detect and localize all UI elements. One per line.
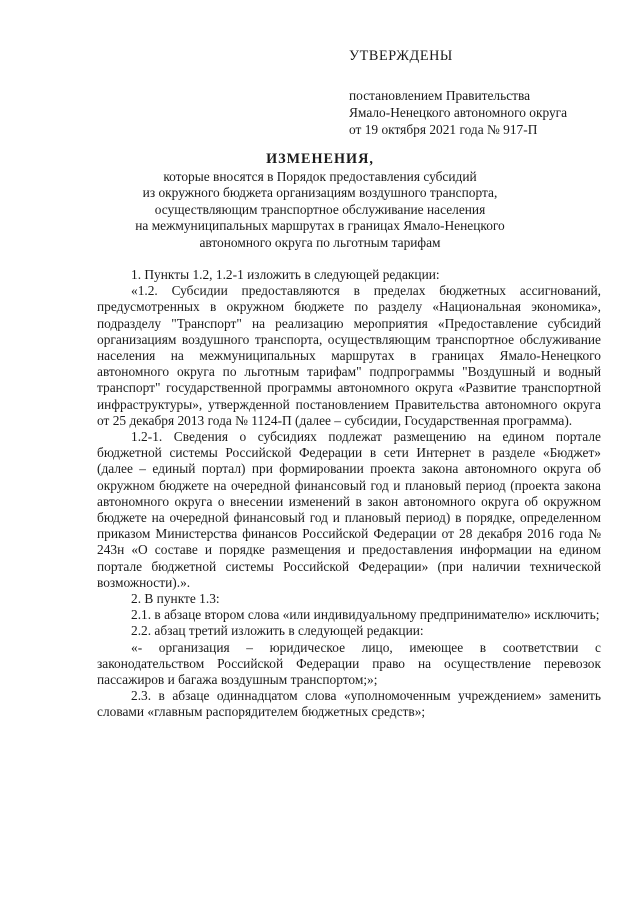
paragraph: «- организация – юридическое лицо, имеющее в соответствии с законодательством Российской Федерации право на осуществление перевозок пассажиров и багажа воздушным транспортом;»;	[97, 639, 601, 688]
approval-line: постановлением Правительства	[349, 88, 531, 103]
paragraph: 2.3. в абзаце одиннадцатом слова «уполномоченным учреждением» заменить словами «главным распорядителем бюджетных средств»;	[97, 688, 601, 720]
approval-block	[349, 48, 619, 138]
heading-line: из окружного бюджета организациям воздушного транспорта,	[142, 185, 498, 201]
paragraph: 2.2. абзац третий изложить в следующей редакции:	[131, 623, 424, 639]
paragraph: 1.2-1. Сведения о субсидиях подлежат размещению на едином портале бюджетной системы Российской Федерации в сети Интернет в разделе «Бюджет» (далее – единый портал) при формировании проекта закона автономного округа об окружном бюджете на очередной финансовый год и плановый период (проекта закона автономного округа о внесении изменений в закон автономного округа об окружном бюджете на очередной финансовый год и плановый период) в порядке, определенном приказом Министерства финансов Российской Федерации от 28 декабря 2016 года № 243н «О составе и порядке размещения и предоставления информации на едином портале бюджетной системы Российской Федерации» (при наличии технической возможности).».	[97, 429, 601, 590]
paragraph: «1.2. Субсидии предоставляются в пределах бюджетных ассигнований, предусмотренных в окружном бюджете по разделу «Национальная экономика», подразделу "Транспорт" на реализацию мероприятия «Предоставление субсидий организациям воздушного транспорта, осуществляющим транспортное обслуживание населения на межмуниципальных маршрутах в границах Ямало-Ненецкого автономного округа по льготным тарифам" подпрограммы "Воздушный и водный транспорт" государственной программы автономного округа «Развитие транспортной инфраструктуры», утвержденной постановлением Правительства автономного округа от 25 декабря 2013 года № 1124-П (далее – субсидии, Государственная программа).	[97, 283, 601, 428]
heading-line: осуществляющим транспортное обслуживание населения	[154, 201, 486, 217]
document-body	[97, 267, 601, 721]
approval-stamp-title: УТВЕРЖДЕНЫ	[349, 48, 453, 64]
paragraph: 2.1. в абзаце втором слова «или индивидуальному предпринимателю» исключить;	[131, 607, 600, 623]
approval-line: Ямало-Ненецкого автономного округа	[349, 105, 568, 120]
heading-line: которые вносятся в Порядок предоставления субсидий	[163, 168, 477, 184]
document-heading	[100, 151, 540, 252]
approval-line: от 19 октября 2021 года № 917-П	[349, 122, 538, 137]
paragraph: 1. Пункты 1.2, 1.2-1 изложить в следующей редакции:	[131, 267, 440, 282]
paragraph: 2. В пункте 1.3:	[131, 591, 220, 607]
heading-line: автономного округа по льготным тарифам	[199, 234, 441, 250]
heading-line: на межмуниципальных маршрутах в границах Ямало-Ненецкого	[135, 218, 505, 234]
document-title: ИЗМЕНЕНИЯ,	[266, 151, 374, 167]
